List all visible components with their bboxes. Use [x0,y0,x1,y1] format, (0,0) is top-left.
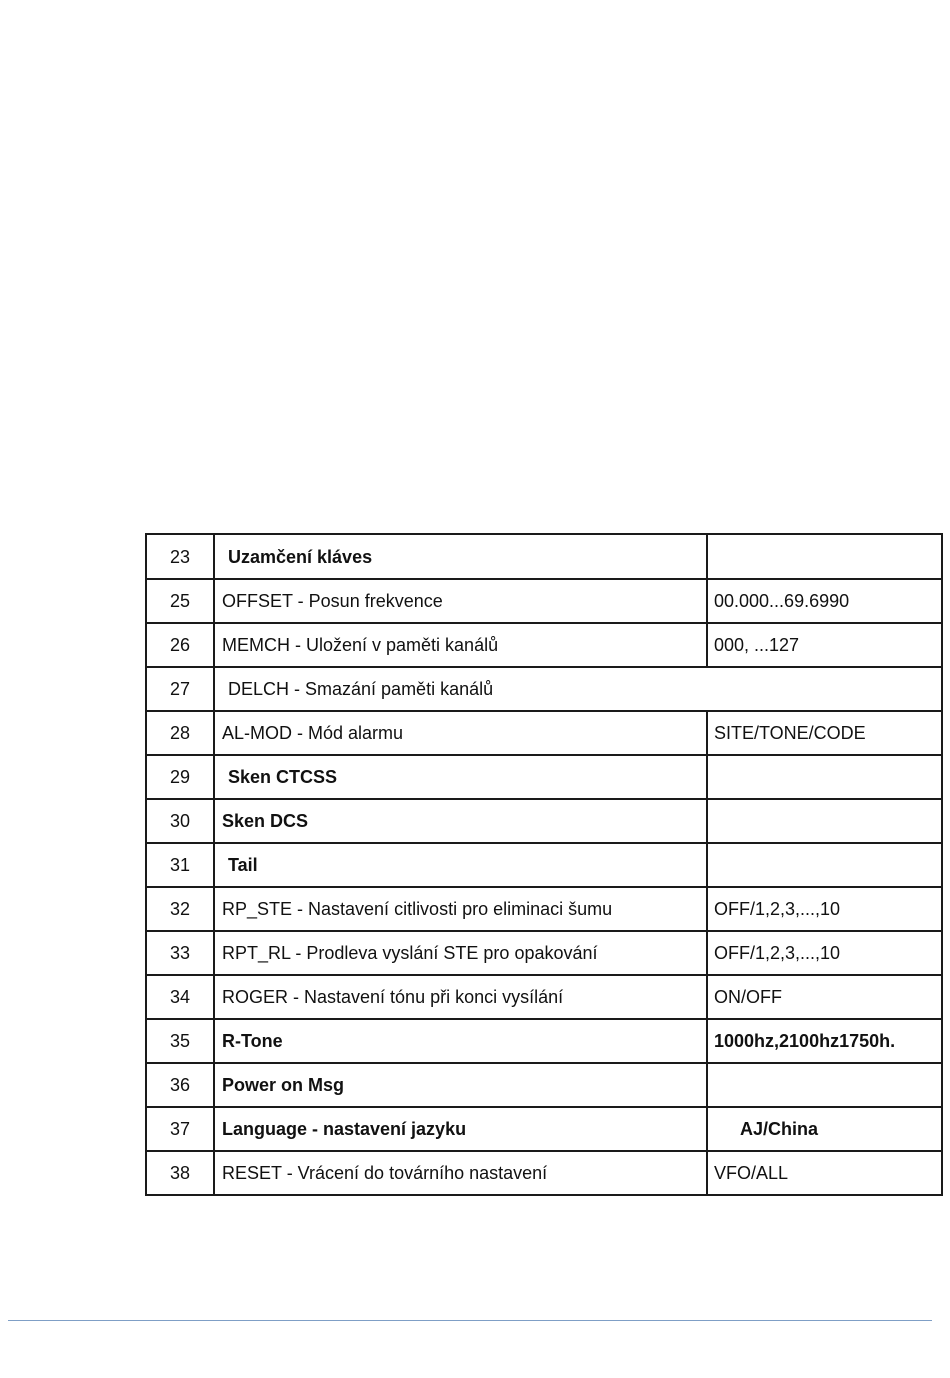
row-description: Uzamčení kláves [214,534,707,579]
row-value: 1000hz,2100hz1750h. [707,1019,942,1063]
table-row [146,711,942,755]
table-row [146,1107,942,1151]
row-number: 37 [146,1107,214,1151]
row-value: AJ/China [707,1107,942,1151]
row-description: R-Tone [214,1019,707,1063]
row-number: 32 [146,887,214,931]
row-value: 00.000...69.6990 [707,579,942,623]
row-description: AL-MOD - Mód alarmu [214,711,707,755]
row-number: 23 [146,534,214,579]
row-description: Power on Msg [214,1063,707,1107]
row-value: 000, ...127 [707,623,942,667]
table-row [146,667,942,711]
table-row [146,843,942,887]
row-value [707,534,942,579]
row-value: VFO/ALL [707,1151,942,1195]
row-number: 38 [146,1151,214,1195]
table-row [146,755,942,799]
table-row [146,887,942,931]
table-row [146,534,942,579]
row-value: OFF/1,2,3,...,10 [707,887,942,931]
row-number: 25 [146,579,214,623]
row-number: 26 [146,623,214,667]
row-value [707,843,942,887]
row-number: 28 [146,711,214,755]
row-value: ON/OFF [707,975,942,1019]
row-description: RPT_RL - Prodleva vyslání STE pro opakování [214,931,707,975]
table-row [146,799,942,843]
row-description: ROGER - Nastavení tónu při konci vysílání [214,975,707,1019]
row-description: Tail [214,843,707,887]
row-number: 35 [146,1019,214,1063]
row-number: 36 [146,1063,214,1107]
row-value [707,755,942,799]
table-row [146,975,942,1019]
row-description: OFFSET - Posun frekvence [214,579,707,623]
row-description: Sken DCS [214,799,707,843]
row-number: 33 [146,931,214,975]
table-row [146,1151,942,1195]
row-number: 34 [146,975,214,1019]
row-value [707,1063,942,1107]
table-row [146,1063,942,1107]
table-row [146,623,942,667]
row-value: OFF/1,2,3,...,10 [707,931,942,975]
table-row [146,579,942,623]
row-description: DELCH - Smazání paměti kanálů [214,667,942,711]
row-description: MEMCH - Uložení v paměti kanálů [214,623,707,667]
row-description: Sken CTCSS [214,755,707,799]
row-value: SITE/TONE/CODE [707,711,942,755]
row-number: 29 [146,755,214,799]
row-description: RESET - Vrácení do továrního nastavení [214,1151,707,1195]
row-number: 27 [146,667,214,711]
row-value [707,799,942,843]
row-description: RP_STE - Nastavení citlivosti pro eliminaci šumu [214,887,707,931]
row-description: Language - nastavení jazyku [214,1107,707,1151]
menu-settings-table [145,533,943,1196]
row-number: 31 [146,843,214,887]
row-number: 30 [146,799,214,843]
footer-divider [8,1320,932,1321]
table-row [146,931,942,975]
table-row [146,1019,942,1063]
